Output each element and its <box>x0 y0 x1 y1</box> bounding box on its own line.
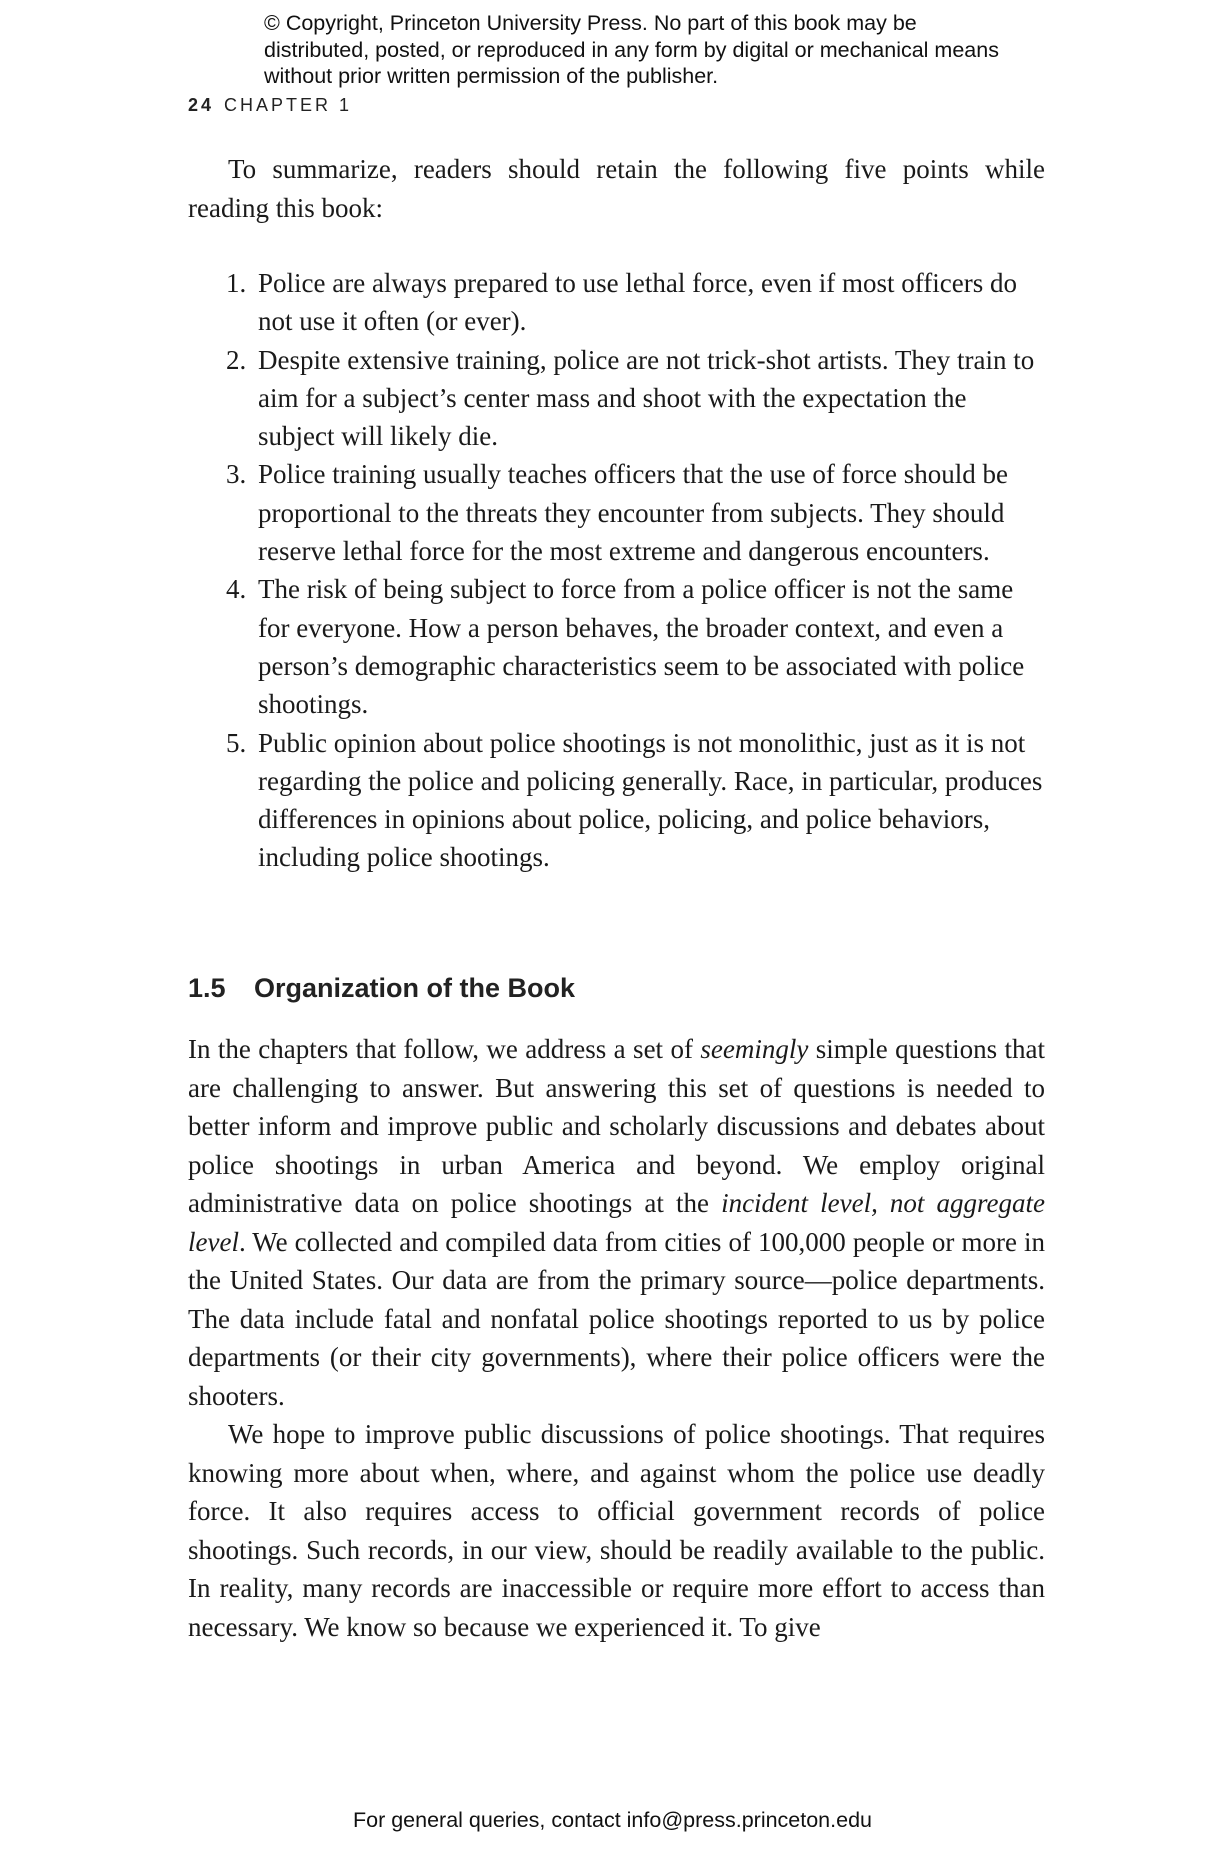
body-text <box>188 1030 1045 1646</box>
list-item-text: Despite extensive training, police are not trick-shot artists. They train to aim for a subject’s center mass and shoot with the expectation the subject will likely die. <box>258 344 1035 452</box>
italic-seemingly: seemingly <box>700 1034 809 1064</box>
summary-paragraph <box>188 150 1045 227</box>
italic-incident-level: incident level, not aggregate level <box>188 1188 1046 1257</box>
paragraph-span: simple questions that are challenging to answer. But answering this set of questions is needed to better inform and improve public and scholarly discussions and debates about police shootings in urban America and beyond. We employ original administrative data on police shootings at the <box>188 1034 1046 1218</box>
paragraph-span: In the chapters that follow, we address a set of <box>188 1034 701 1064</box>
footer-contact: For general queries, contact info@press.princeton.edu <box>352 1808 872 1832</box>
list-item-number: 1. <box>226 268 247 298</box>
page-number: 24 <box>188 95 215 115</box>
section-heading <box>188 973 575 1004</box>
paragraph-public-discussions: We hope to improve public discussions of police shootings. That requires knowing more about when, where, and against whom the police use deadly force. It also requires access to official government records of police shootings. Such records, in our view, should be readily available to the public. In reality, many records are inaccessible or require more effort to access than necessary. We know so because we experienced it. To give <box>188 1419 1045 1642</box>
list-item-number: 3. <box>226 459 247 490</box>
copyright-notice: © Copyright, Princeton University Press. No part of this book may be distributed, posted, or reproduced in any form by digital or mechanical means without prior written permission of the publisher. <box>264 11 999 88</box>
running-head <box>188 95 352 116</box>
list-item <box>188 455 1045 570</box>
chapter-label: CHAPTER 1 <box>224 95 353 115</box>
list-item-text: Police training usually teaches officers that the use of force should be proportional to the threats they encounter from subjects. They should reserve lethal force for the most extreme and dangerous encounters. <box>258 459 1009 567</box>
list-item-number: 5. <box>226 727 247 758</box>
list-item-number: 2. <box>226 344 247 375</box>
five-points-list <box>188 264 1045 877</box>
list-item-text: Police are always prepared to use lethal force, even if most officers do not use it often (or ever). <box>258 268 1017 337</box>
list-item-text: The risk of being subject to force from a police officer is not the same for everyone. How a person behaves, the broader context, and even a person’s demographic characteristics seem to be associated with police shootings. <box>258 574 1025 720</box>
summary-intro: To summarize, readers should retain the following five points while reading this book: <box>188 154 1045 223</box>
list-item <box>188 570 1045 723</box>
list-item <box>188 341 1045 456</box>
paragraph-span: . We collected and compiled data from cities of 100,000 people or more in the United States. Our data are from the primary source—police departments. The data include fatal and nonfatal police shootings reported to us by police departments (or their city governments), where their police officers were the shooters. <box>188 1226 1045 1411</box>
section-title: Organization of the Book <box>254 973 575 1003</box>
list-item-text: Public opinion about police shootings is not monolithic, just as it is not regarding the police and policing generally. Race, in particular, produces differences in opinions about police, policing, and police behaviors, including police shootings. <box>258 727 1043 873</box>
section-number: 1.5 <box>188 973 226 1003</box>
list-item <box>188 724 1045 877</box>
paragraph-organization <box>188 1030 1045 1415</box>
list-item <box>188 264 1045 341</box>
list-item-number: 4. <box>226 574 247 605</box>
